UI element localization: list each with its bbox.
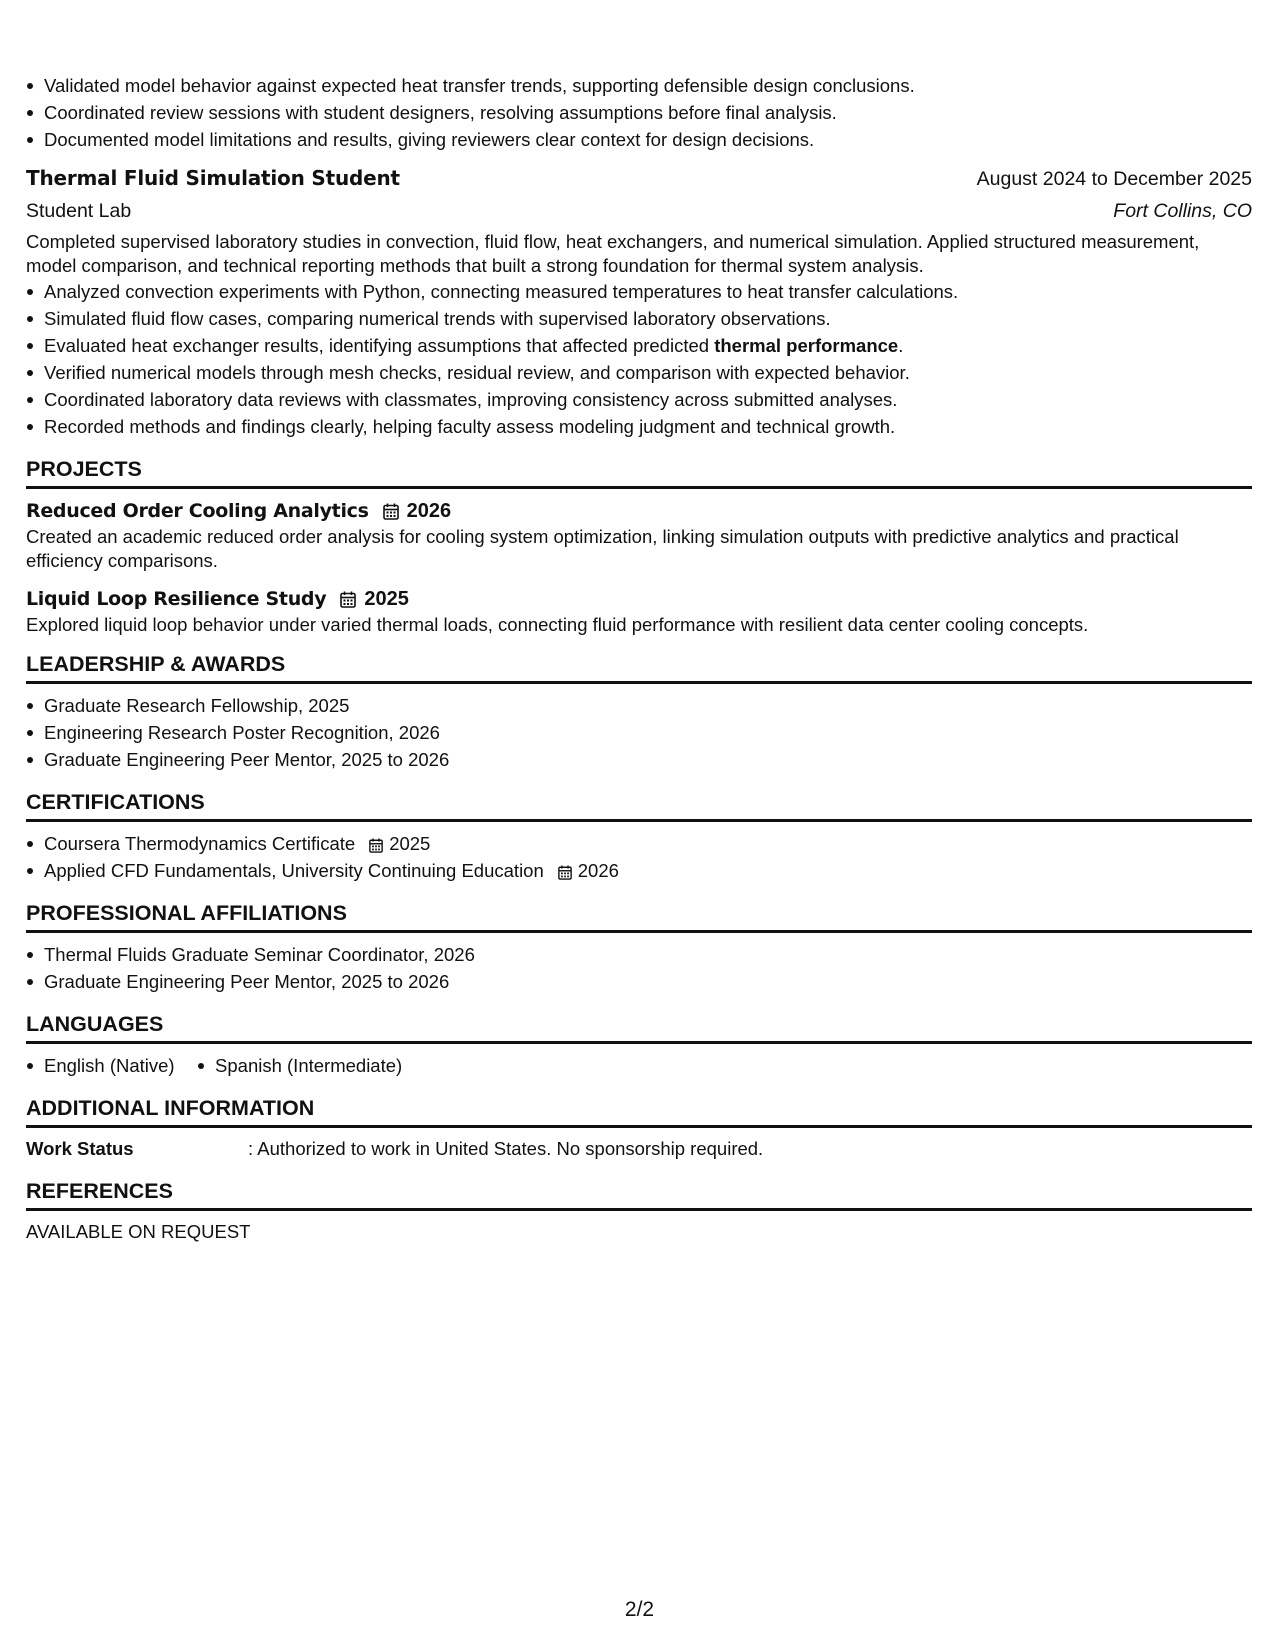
list-item [44,332,1252,359]
certification-year: 2026 [577,860,619,881]
calendar-icon [383,503,399,520]
list-item: Thermal Fluids Graduate Seminar Coordinator, 2026 [44,941,1252,968]
references-text: AVAILABLE ON REQUEST [26,1221,251,1242]
list-item [44,830,1252,857]
section-heading: CERTIFICATIONS [26,787,1252,822]
list-item: Coordinated laboratory data reviews with classmates, improving consistency across submitted analyses. [44,386,1252,413]
list-item: Coordinated review sessions with student designers, resolving assumptions before final analysis. [44,99,1252,126]
list-item: Graduate Engineering Peer Mentor, 2025 to 2026 [44,968,1252,995]
projects-section [26,454,1252,637]
list-item: Recorded methods and findings clearly, helping faculty assess modeling judgment and technical growth. [44,413,1252,440]
section-heading: REFERENCES [26,1176,1252,1211]
job-summary: Completed supervised laboratory studies in convection, fluid flow, heat exchangers, and numerical simulation. Applied structured measurement, model comparison, and technical reporting methods that built a strong foundation for thermal system analysis. [26,231,1200,276]
references-section [26,1176,1252,1245]
affiliations-section [26,898,1252,995]
bullet-bold-text: thermal performance [714,335,899,356]
certification-year: 2025 [389,833,431,854]
certification-name: Applied CFD Fundamentals, University Continuing Education [44,860,544,881]
experience-entry [26,163,1252,440]
job-company: Student Lab [26,200,132,222]
calendar-icon [369,838,383,853]
list-item: English (Native) [44,1052,175,1079]
project-title: Liquid Loop Resilience Study [26,588,327,610]
list-item: Verified numerical models through mesh checks, residual review, and comparison with expected behavior. [44,359,1252,386]
job-location: Fort Collins, CO [1113,200,1252,222]
languages-list [26,1052,1252,1079]
project-description: Created an academic reduced order analysis for cooling system optimization, linking simulation outputs with predictive analytics and practical efficiency comparisons. [26,526,1179,571]
calendar-icon [340,591,356,608]
list-item: Simulated fluid flow cases, comparing numerical trends with supervised laboratory observations. [44,305,1252,332]
section-heading: LEADERSHIP & AWARDS [26,649,1252,684]
section-heading: PROJECTS [26,454,1252,489]
list-item: Graduate Engineering Peer Mentor, 2025 to 2026 [44,746,1252,773]
certification-name: Coursera Thermodynamics Certificate [44,833,356,854]
project-year: 2025 [364,588,409,610]
project-year: 2026 [406,500,452,522]
list-item: Spanish (Intermediate) [215,1052,402,1079]
certifications-section [26,787,1252,884]
certifications-list [26,830,1252,884]
work-status-row [26,1136,1252,1162]
page-number: 2/2 [624,1598,655,1621]
project-entry [26,585,1252,637]
leadership-section [26,649,1252,773]
list-item: Analyzed convection experiments with Python, connecting measured temperatures to heat transfer calculations. [44,278,1252,305]
project-entry [26,497,1252,573]
affiliations-list [26,941,1252,995]
additional-info-section [26,1093,1252,1162]
leadership-list [26,692,1252,773]
job-bullet-list [26,278,1252,440]
project-description: Explored liquid loop behavior under varied thermal loads, connecting fluid performance with resilient data center cooling concepts. [26,614,1089,635]
list-item: Engineering Research Poster Recognition, 2026 [44,719,1252,746]
bullet-text: . [898,335,904,356]
job-dates: August 2024 to December 2025 [976,168,1252,190]
list-item: Documented model limitations and results, giving reviewers clear context for design decisions. [44,126,1252,153]
bullet-text: Evaluated heat exchanger results, identifying assumptions that affected predicted [44,335,715,356]
list-item [44,857,1252,884]
job-header [26,163,1252,194]
resume-page [26,72,1252,1245]
languages-section [26,1009,1252,1079]
job-subheader [26,197,1252,226]
experience-carryover-list [26,72,1252,153]
list-item: Graduate Research Fellowship, 2025 [44,692,1252,719]
section-heading: PROFESSIONAL AFFILIATIONS [26,898,1252,933]
section-heading: LANGUAGES [26,1009,1252,1044]
project-title: Reduced Order Cooling Analytics [26,500,369,522]
calendar-icon [558,865,572,880]
work-status-label: Work Status [26,1138,134,1159]
job-title: Thermal Fluid Simulation Student [26,166,400,190]
project-header [26,497,1252,525]
section-heading: ADDITIONAL INFORMATION [26,1093,1252,1128]
list-item: Validated model behavior against expected heat transfer trends, supporting defensible design conclusions. [44,72,1252,99]
project-header [26,585,1252,613]
work-status-value: : Authorized to work in United States. No sponsorship required. [248,1138,764,1159]
